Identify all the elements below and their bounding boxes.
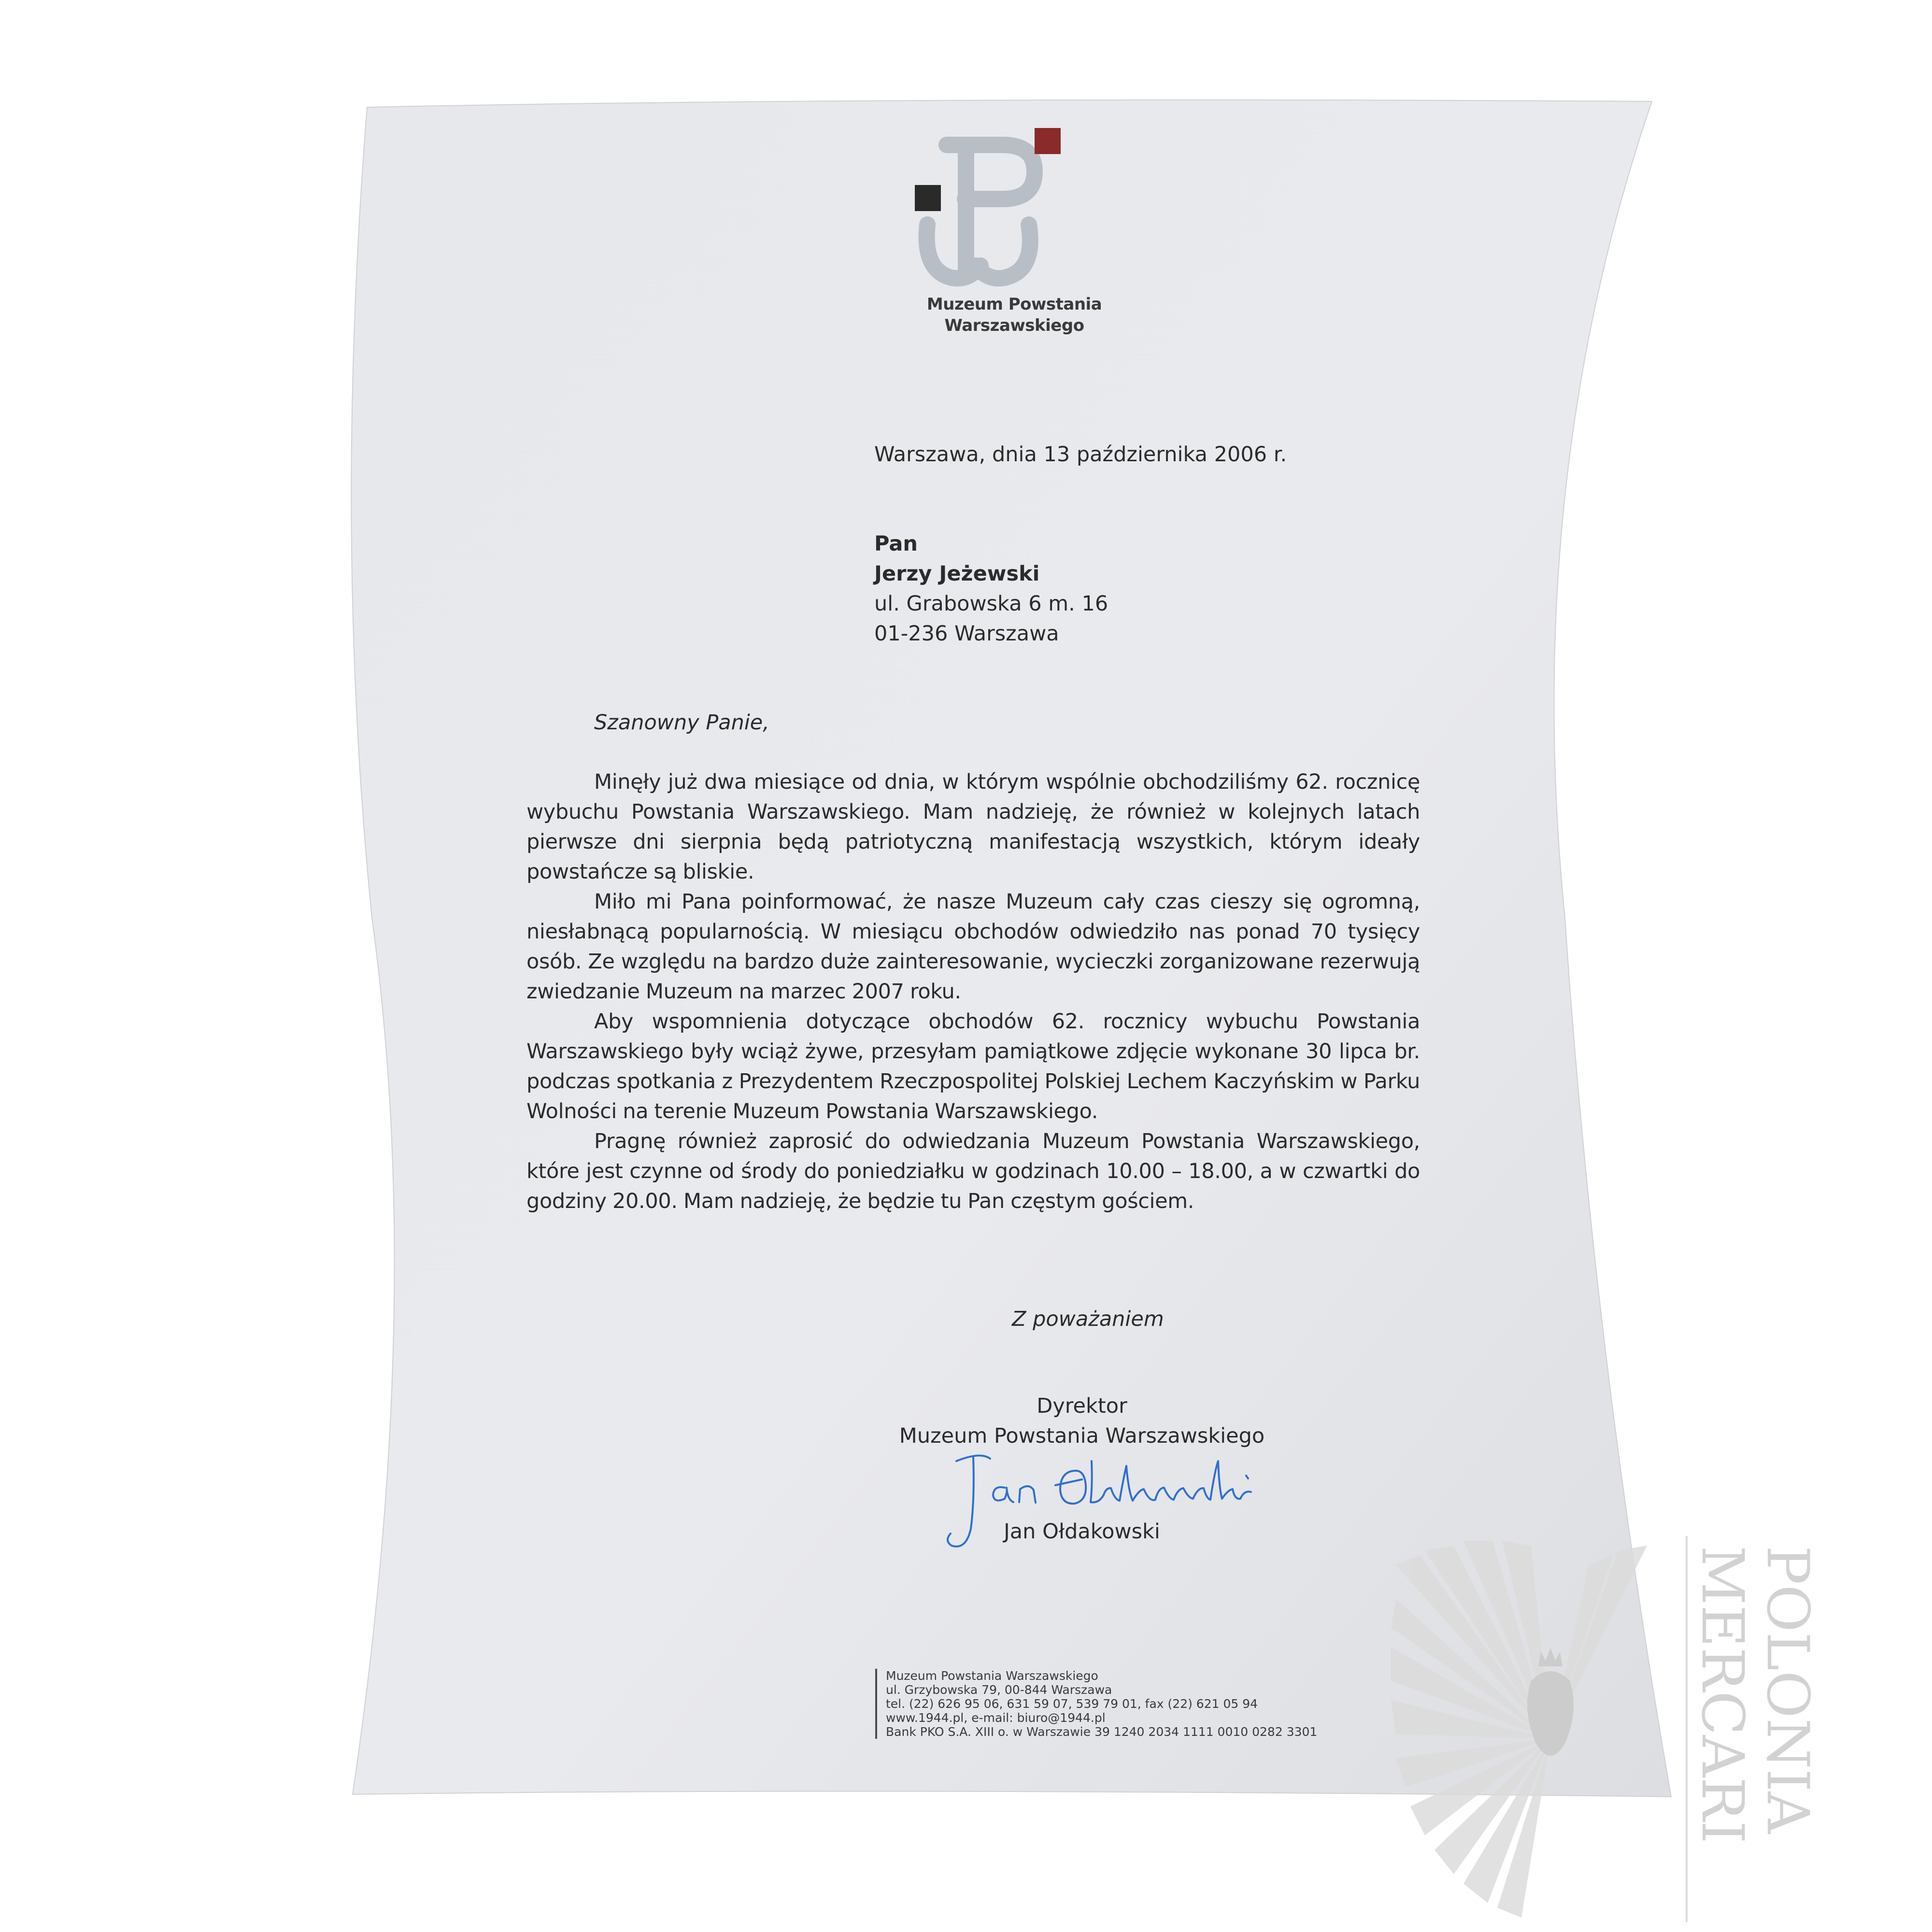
kotwica-anchor-icon bbox=[908, 126, 1072, 304]
closing: Z poważaniem bbox=[1012, 1307, 1164, 1331]
body-paragraph: Pragnę również zaprosić do odwiedzania Muzeum Powstania Warszawskiego, które jest czynne od środy do poniedziałku w godzinach 10.00 – 18.00, a w czwartki do godziny 20.00. Mam nadzieję, że będzie tu Pan częstym gościem. bbox=[526, 1129, 1420, 1213]
footer-line: Bank PKO S.A. XIII o. w Warszawie 39 1240 2034 1111 0010 0282 3301 bbox=[886, 1725, 1318, 1739]
recipient-city: 01-236 Warszawa bbox=[874, 622, 1059, 646]
watermark-text-2: POLONIA bbox=[1754, 1546, 1821, 1834]
letter-date: Warszawa, dnia 13 października 2006 r. bbox=[874, 442, 1287, 467]
watermark-text-1: MERCARI bbox=[1689, 1546, 1756, 1844]
footer-line: www.1944.pl, e-mail: biuro@1944.pl bbox=[886, 1711, 1106, 1725]
recipient-address bbox=[874, 529, 1108, 649]
footer-line: ul. Grzybowska 79, 00-844 Warszawa bbox=[886, 1683, 1112, 1697]
body-paragraph: Aby wspomnienia dotyczące obchodów 62. rocznicy wybuchu Powstania Warszawskiego były wciąż żywe, przesyłam pamiątkowe zdjęcie wykonane 30 lipca br. podczas spotkania z Prezydentem Rzeczpospolitej Polskiej Lechem Kaczyńskim w Parku Wolności na terenie Muzeum Powstania Warszawskiego. bbox=[526, 1009, 1420, 1123]
body-paragraph: Miło mi Pana poinformować, że nasze Muzeum cały czas cieszy się ogromną, niesłabnącą popularnością. W miesiącu obchodów odwiedziło nas ponad 70 tysięcy osób. Ze względu na bardzo duże zainteresowanie, wycieczki zorganizowane rezerwują zwiedzanie Muzeum na marzec 2007 roku. bbox=[526, 890, 1420, 1004]
logo-title bbox=[821, 294, 1208, 336]
signatory-name: Jan Ołdakowski bbox=[1004, 1520, 1160, 1544]
letter-footer bbox=[875, 1669, 1317, 1739]
salutation: Szanowny Panie, bbox=[594, 710, 769, 735]
handwritten-signature bbox=[937, 1442, 1275, 1567]
footer-line: Muzeum Powstania Warszawskiego bbox=[886, 1669, 1098, 1683]
recipient-title: Pan bbox=[874, 532, 918, 556]
logo-title-line1: Muzeum Powstania bbox=[926, 295, 1102, 314]
recipient-street: ul. Grabowska 6 m. 16 bbox=[874, 592, 1108, 616]
footer-line: tel. (22) 626 95 06, 631 59 07, 539 79 01, fax (22) 621 05 94 bbox=[886, 1697, 1258, 1711]
signatory-role: Dyrektor bbox=[1037, 1394, 1127, 1418]
logo-title-line2: Warszawskiego bbox=[944, 316, 1084, 335]
body-paragraph: Minęły już dwa miesiące od dnia, w którym wspólnie obchodziliśmy 62. rocznicę wybuchu Powstania Warszawskiego. Mam nadzieję, że również w kolejnych latach pierwsze dni sierpnia będą patriotyczną manifestacją wszystkich, którym ideały powstańcze są bliskie. bbox=[526, 770, 1420, 884]
watermark-logo bbox=[1386, 1536, 1821, 1922]
letter-body bbox=[526, 767, 1420, 1216]
recipient-name: Jerzy Jeżewski bbox=[874, 562, 1040, 586]
signatory-org: Muzeum Powstania Warszawskiego bbox=[899, 1424, 1265, 1448]
